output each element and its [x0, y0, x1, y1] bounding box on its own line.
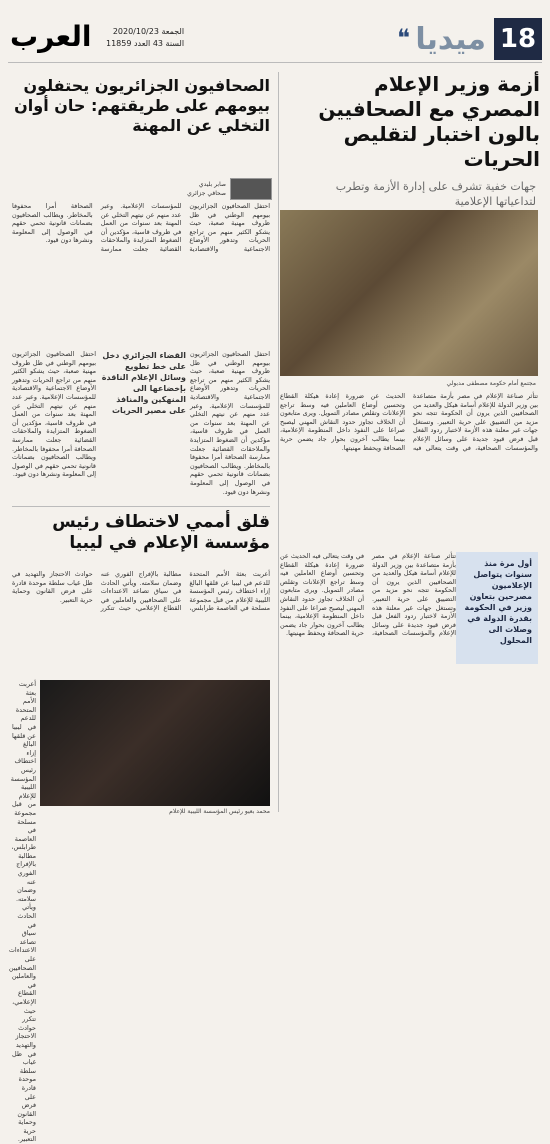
- author-role: صحافي جزائري: [187, 190, 226, 197]
- main-callout: أول مرة منذ سنوات يتواصل الإعلاميون مصرحين بتعاون وزير في الحكومة بقدرة الدولة في وصلات الى المحلول: [456, 552, 538, 664]
- bottom-headline: قلق أممي لاختطاف رئيس مؤسسة الإعلام في ليبيا: [52, 512, 270, 554]
- main-headline: أزمة وزير الإعلام المصري مع الصحافيين بالون اختبار لتقليص الحريات: [318, 72, 540, 171]
- masthead: [8, 10, 542, 60]
- author-name: صابر بليدي: [198, 181, 226, 188]
- issue-info: [106, 26, 184, 50]
- page-number: 18: [494, 18, 542, 60]
- meeting-photo: [280, 210, 538, 376]
- bottom-body: أعربت بعثة الأمم المتحدة للدعم في ليبيا عن قلقها البالغ إزاء اختطاف رئيس المؤسسة الليبية للإعلام من قبل مجموعة مسلحة في العاصمة طرابلس، مطالبة بالإفراج الفوري عنه وضمان سلامته. ويأتي الحادث في سياق تصاعد الاعتداءات على الصحافيين والعاملين في القطاع الإعلامي، حيث تتكرر حوادث الاحتجاز والتهديد في ظل غياب سلطة موحدة قادرة على فرض القانون وحماية حرية التعبير.: [12, 570, 270, 613]
- bottom-body-side: أعربت بعثة الأمم المتحدة للدعم في ليبيا عن قلقها البالغ إزاء اختطاف رئيس المؤسسة الليبية للإعلام من قبل مجموعة مسلحة في العاصمة طرابلس، مطالبة بالإفراج الفوري عنه وضمان سلامته. ويأتي الحادث في سياق تصاعد الاعتداءات على الصحافيين والعاملين في القطاع الإعلامي، حيث تتكرر حوادث الاحتجاز والتهديد في ظل غياب سلطة موحدة قادرة على فرض القانون وحماية حرية التعبير.: [8, 680, 36, 1144]
- author-avatar: [230, 178, 272, 200]
- left-body-continued-2: احتفل الصحافيون الجزائريون بيومهم الوطني في ظل ظروف مهنية صعبة، حيث يشكو الكثير منهم من تراجع الحريات وتدهور الأوضاع الاجتماعية والاقتصادية للمؤسسات الإعلامية. وعبر عدد منهم عن نيتهم التخلي عن المهنة بعد سنوات من العمل في ظروف قاسية، مؤكدين أن الضغوط المتزايدة والملاحقات القضائية جعلت ممارسة الصحافة أمرا محفوفا بالمخاطر. ويطالب الصحافيون بضمانات قانونية تحمي حقهم في الوصول إلى المعلومة ونشرها دون قيود.: [190, 350, 270, 496]
- issue-date: الجمعة 2020/10/23: [112, 27, 185, 36]
- author-byline: [180, 180, 226, 198]
- section-title: ميديا: [415, 22, 486, 57]
- newspaper-logo: العرب: [10, 20, 92, 53]
- left-body: احتفل الصحافيون الجزائريون بيومهم الوطني في ظل ظروف مهنية صعبة، حيث يشكو الكثير منهم من تراجع الحريات وتدهور الأوضاع الاجتماعية والاقتصادية للمؤسسات الإعلامية. وعبر عدد منهم عن نيتهم التخلي عن المهنة بعد سنوات من العمل في ظروف قاسية، مؤكدين أن الضغوط المتزايدة والملاحقات القضائية جعلت ممارسة الصحافة أمرا محفوفا بالمخاطر. ويطالب الصحافيون بضمانات قانونية تحمي حقهم في الوصول إلى المعلومة ونشرها دون قيود.: [12, 202, 270, 253]
- libya-photo-caption: محمد بعيو رئيس المؤسسة الليبية للإعلام: [169, 808, 270, 815]
- main-body: تتأثر صناعة الإعلام في مصر بأزمة متصاعدة بين وزير الدولة للإعلام أسامة هيكل والعديد من الصحافيين الذين يرون أن الحكومة تتجه نحو مزيد من التضييق على حرية التعبير. وتستغل جهات غير معلنة هذه الأزمة لاختبار ردود الفعل قبل فرض قيود جديدة على وسائل الإعلام والمؤسسات الصحافية، في وقت يتعالى فيه الحديث عن ضرورة إعادة هيكلة القطاع وتحسين أوضاع العاملين فيه وسط تراجع الإعلانات وتقلص مصادر التمويل. ويرى متابعون أن الخلاف تجاوز حدود النقاش المهني ليصبح صراعا على النفوذ داخل المنظومة الإعلامية، بينما يطالب آخرون بحوار جاد يضمن حرية الصحافة ويحفظ مهنيتها.: [280, 392, 538, 452]
- libya-photo: [40, 680, 270, 806]
- main-body-continued: تتأثر صناعة الإعلام في مصر بأزمة متصاعدة بين وزير الدولة للإعلام أسامة هيكل والعديد من الصحافيين الذين يرون أن الحكومة تتجه نحو مزيد من التضييق على حرية التعبير. وتستغل جهات غير معلنة هذه الأزمة لاختبار ردود الفعل قبل فرض قيود جديدة على وسائل الإعلام والمؤسسات الصحافية، في وقت يتعالى فيه الحديث عن ضرورة إعادة هيكلة القطاع وتحسين أوضاع العاملين فيه وسط تراجع الإعلانات وتقلص مصادر التمويل. ويرى متابعون أن الخلاف تجاوز حدود النقاش المهني ليصبح صراعا على النفوذ داخل المنظومة الإعلامية، بينما يطالب آخرون بحوار جاد يضمن حرية الصحافة ويحفظ مهنيتها.: [280, 552, 456, 638]
- main-subhead: جهات خفية تشرف على إدارة الأزمة وتطرب لتداعياتها الإعلامية: [335, 180, 536, 208]
- photo-caption: مجتمع أمام حكومة مصطفى مدبولي: [446, 380, 536, 387]
- quote-icon: ❝: [397, 24, 410, 52]
- issue-number: السنة 43 العدد 11859: [106, 39, 185, 48]
- left-pull-quote: القضاء الجزائري دخل على خط تطويع وسائل الإعلام الناقدة بإخضاعها الى المنهكين والمنافذ على مصير الحريات: [101, 351, 186, 415]
- left-headline: الصحافيون الجزائريون يحتفلون بيومهم على طريقتهم: حان أوان التخلي عن المهنة: [14, 76, 270, 135]
- left-body-continued: احتفل الصحافيون الجزائريون بيومهم الوطني في ظل ظروف مهنية صعبة، حيث يشكو الكثير منهم من تراجع الحريات وتدهور الأوضاع الاجتماعية والاقتصادية للمؤسسات الإعلامية. وعبر عدد منهم عن نيتهم التخلي عن المهنة بعد سنوات من العمل في ظروف قاسية، مؤكدين أن الضغوط المتزايدة والملاحقات القضائية جعلت ممارسة الصحافة أمرا محفوفا بالمخاطر. ويطالب الصحافيون بضمانات قانونية تحمي حقهم في الوصول إلى المعلومة ونشرها دون قيود.: [12, 350, 96, 479]
